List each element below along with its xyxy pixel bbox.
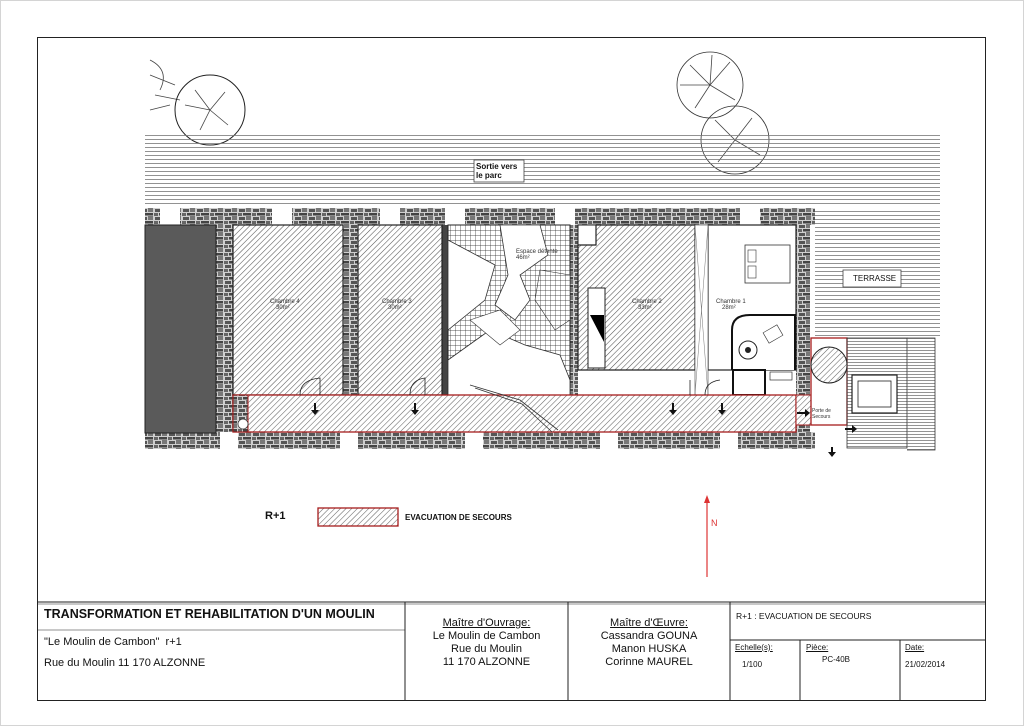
- exit-door-label-line2: Secours: [812, 414, 831, 420]
- project-title: TRANSFORMATION ET REHABILITATION D'UN MOULIN: [44, 607, 375, 621]
- exit-door-label: [812, 408, 831, 420]
- project-name: "Le Moulin de Cambon" r+1: [44, 636, 182, 648]
- owner-block: [405, 617, 568, 669]
- stairwell-block: [145, 225, 216, 433]
- sheet-title: R+1 : EVACUATION DE SECOURS: [736, 611, 872, 621]
- legend-item-label: EVACUATION DE SECOURS: [405, 513, 512, 522]
- project-address: Rue du Moulin 11 170 ALZONNE: [44, 657, 206, 669]
- architect-line: Corinne MAUREL: [605, 656, 693, 668]
- room-label-chambre-3: [382, 299, 412, 311]
- north-label: N: [711, 518, 718, 528]
- piece-label: Pièce:: [806, 643, 829, 652]
- room-name: Chambre 2: [632, 299, 662, 305]
- scale-value: 1/100: [742, 660, 763, 669]
- evacuation-corridor: [233, 395, 796, 432]
- owner-line: Rue du Moulin: [451, 643, 522, 655]
- legend-level: R+1: [265, 510, 286, 522]
- exterior-stair: [847, 338, 935, 450]
- room-label-chambre-1: [716, 299, 746, 311]
- exit-label-line1: Sortie vers: [476, 162, 518, 171]
- architect-block: [568, 617, 730, 669]
- date-label: Date:: [905, 643, 925, 652]
- room-area: 46m²: [516, 255, 530, 261]
- owner-line: Le Moulin de Cambon: [432, 630, 541, 642]
- room-name: Chambre 4: [270, 299, 300, 305]
- exit-door-label-line1: Porte de: [812, 408, 831, 414]
- room-area: 33m²: [638, 305, 652, 311]
- room-label-chambre-2: [632, 299, 662, 311]
- piece-value: PC-40B: [822, 655, 851, 664]
- room-area: 30m²: [388, 305, 402, 311]
- owner-heading: Maître d'Ouvrage:: [442, 617, 531, 629]
- scale-label: Echelle(s):: [735, 643, 773, 652]
- bed-icon: [745, 245, 790, 283]
- room-name: Espace détente: [516, 249, 558, 255]
- date-value: 21/02/2014: [905, 660, 946, 669]
- room-area: 28m²: [722, 305, 736, 311]
- room-name: Chambre 3: [382, 299, 412, 305]
- room-area: 30m²: [276, 305, 290, 311]
- north-stone-wall: [145, 208, 815, 225]
- room-label-chambre-4: [270, 299, 300, 311]
- owner-line: 11 170 ALZONNE: [442, 656, 531, 668]
- terrace-label: TERRASSE: [853, 274, 897, 283]
- architect-heading: Maître d'Œuvre:: [610, 617, 688, 629]
- exit-label-line2: le parc: [476, 171, 502, 180]
- architect-line: Manon HUSKA: [611, 643, 687, 655]
- room-label-espace-detente: [516, 249, 558, 261]
- room-name: Chambre 1: [716, 299, 746, 305]
- tree-left-icon: [150, 60, 245, 145]
- north-arrow-icon: [704, 495, 710, 577]
- exit-label: [476, 162, 517, 180]
- legend-swatch: [318, 508, 398, 526]
- architect-line: Cassandra GOUNA: [600, 630, 698, 642]
- roof-area: [145, 135, 940, 207]
